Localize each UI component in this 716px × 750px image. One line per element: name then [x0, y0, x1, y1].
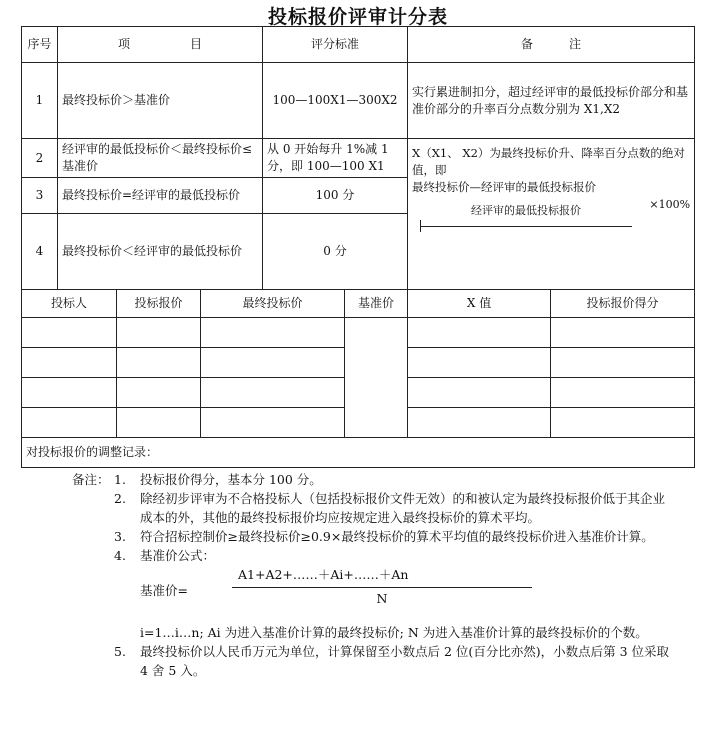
row-2-standard: 从 0 开始每升 1%减 1 分，即 100—100 X1: [263, 139, 408, 178]
note-item: [72, 527, 672, 546]
header-remark: 备 注: [408, 27, 695, 63]
table-cell: [551, 348, 695, 378]
table-cell: [345, 318, 408, 438]
table-cell: [408, 378, 551, 408]
table-cell: [201, 318, 345, 348]
table-cell: [551, 378, 695, 408]
note-item: [72, 546, 672, 565]
col-score: 投标报价得分: [551, 290, 695, 318]
table-cell: [117, 348, 201, 378]
adjust-record: 对投标报价的调整记录：: [22, 438, 695, 468]
row-3-item: 最终投标价=经评审的最低投标价: [58, 178, 263, 214]
note-number: 3.: [114, 529, 126, 544]
note-item: [72, 642, 672, 680]
header-seq: 序号: [22, 27, 58, 63]
note-text: 基准价公式：: [140, 548, 216, 563]
formula-denominator: N: [376, 591, 388, 606]
note-item: [72, 470, 672, 489]
table-cell: [408, 318, 551, 348]
row-3-no: 3: [22, 178, 58, 214]
col-final-price: 最终投标价: [201, 290, 345, 318]
header-item: 项 目: [58, 27, 263, 63]
remark-numerator: 最终投标价—经评审的最低投标报价: [412, 180, 597, 194]
table-cell: [201, 348, 345, 378]
note-text: 除经初步评审为不合格投标人（包括投标报价文件无效）的和被认定为最终投标报价低于其企业成本的外，其他的最终投标报价均应按规定进入最终投标价的算术平均。: [140, 491, 666, 525]
row-2-item: 经评审的最低投标价＜最终投标价≤基准价: [58, 139, 263, 178]
table-cell: [22, 348, 117, 378]
table-cell: [22, 408, 117, 438]
table-cell: [408, 348, 551, 378]
col-bid-price: 投标报价: [117, 290, 201, 318]
col-x-value: X 值: [408, 290, 551, 318]
note-item: [72, 489, 672, 527]
table-cell: [117, 378, 201, 408]
col-bidder: 投标人: [22, 290, 117, 318]
row-1-item: 最终投标价＞基准价: [58, 63, 263, 139]
note-text: 符合招标控制价≥最终投标价≥0.9×最终投标价的算术平均值的最终投标价进入基准价计算。: [140, 529, 654, 544]
table-cell: [201, 408, 345, 438]
formula-description: i=1…i…n; Ai 为进入基准价计算的最终投标价; N 为进入基准价计算的最终投标价的个数。: [140, 625, 648, 640]
row-4-standard: 0 分: [263, 214, 408, 290]
notes-section: [72, 470, 672, 680]
header-standard: 评分标准: [263, 27, 408, 63]
row-4-item: 最终投标价＜经评审的最低投标价: [58, 214, 263, 290]
col-base-price: 基准价: [345, 290, 408, 318]
row-3-standard: 100 分: [263, 178, 408, 214]
note-text: 最终投标价以人民币万元为单位，计算保留至小数点后 2 位(百分比亦然)，小数点后第 3 位采取 4 舍 5 入。: [140, 644, 670, 678]
row-1-remark: 实行累进制扣分，超过经评审的最低投标价部分和基准价部分的升率百分点数分别为 X1,X2: [408, 63, 695, 139]
note-text: 投标报价得分，基本分 100 分。: [140, 472, 322, 487]
note-number: 4.: [114, 548, 126, 563]
formula-numerator: A1+A2+……＋Ai+……＋An: [238, 567, 409, 582]
table-cell: [117, 408, 201, 438]
table-cell: [408, 408, 551, 438]
formula-label: 基准价=: [140, 583, 188, 598]
remark-denominator: 经评审的最低投标报价: [471, 204, 582, 217]
formula-description-row: [72, 623, 672, 642]
base-price-formula: [140, 565, 672, 623]
table-cell: [22, 318, 117, 348]
note-number: 2.: [114, 491, 126, 506]
table-cell: [117, 318, 201, 348]
row-1-no: 1: [22, 63, 58, 139]
table-cell: [551, 408, 695, 438]
remark-fraction: [412, 196, 690, 258]
notes-lead: 备注：: [72, 472, 110, 487]
formula-bar: [232, 587, 532, 588]
shared-remark: [408, 139, 695, 290]
table-cell: [551, 318, 695, 348]
table-cell: [22, 378, 117, 408]
score-table: [21, 26, 695, 468]
note-number: 5.: [114, 644, 126, 659]
row-4-no: 4: [22, 214, 58, 290]
page-title: 投标报价评审计分表: [267, 6, 448, 28]
note-number: 1.: [114, 472, 126, 487]
remark-multiplier: ×100%: [649, 198, 691, 211]
shared-remark-text: X（X1、 X2）为最终投标价升、降率百分点数的绝对值，即: [412, 146, 685, 177]
fraction-bar: [420, 226, 632, 227]
table-cell: [201, 378, 345, 408]
row-2-no: 2: [22, 139, 58, 178]
row-1-standard: 100—100X1—300X2: [263, 63, 408, 139]
